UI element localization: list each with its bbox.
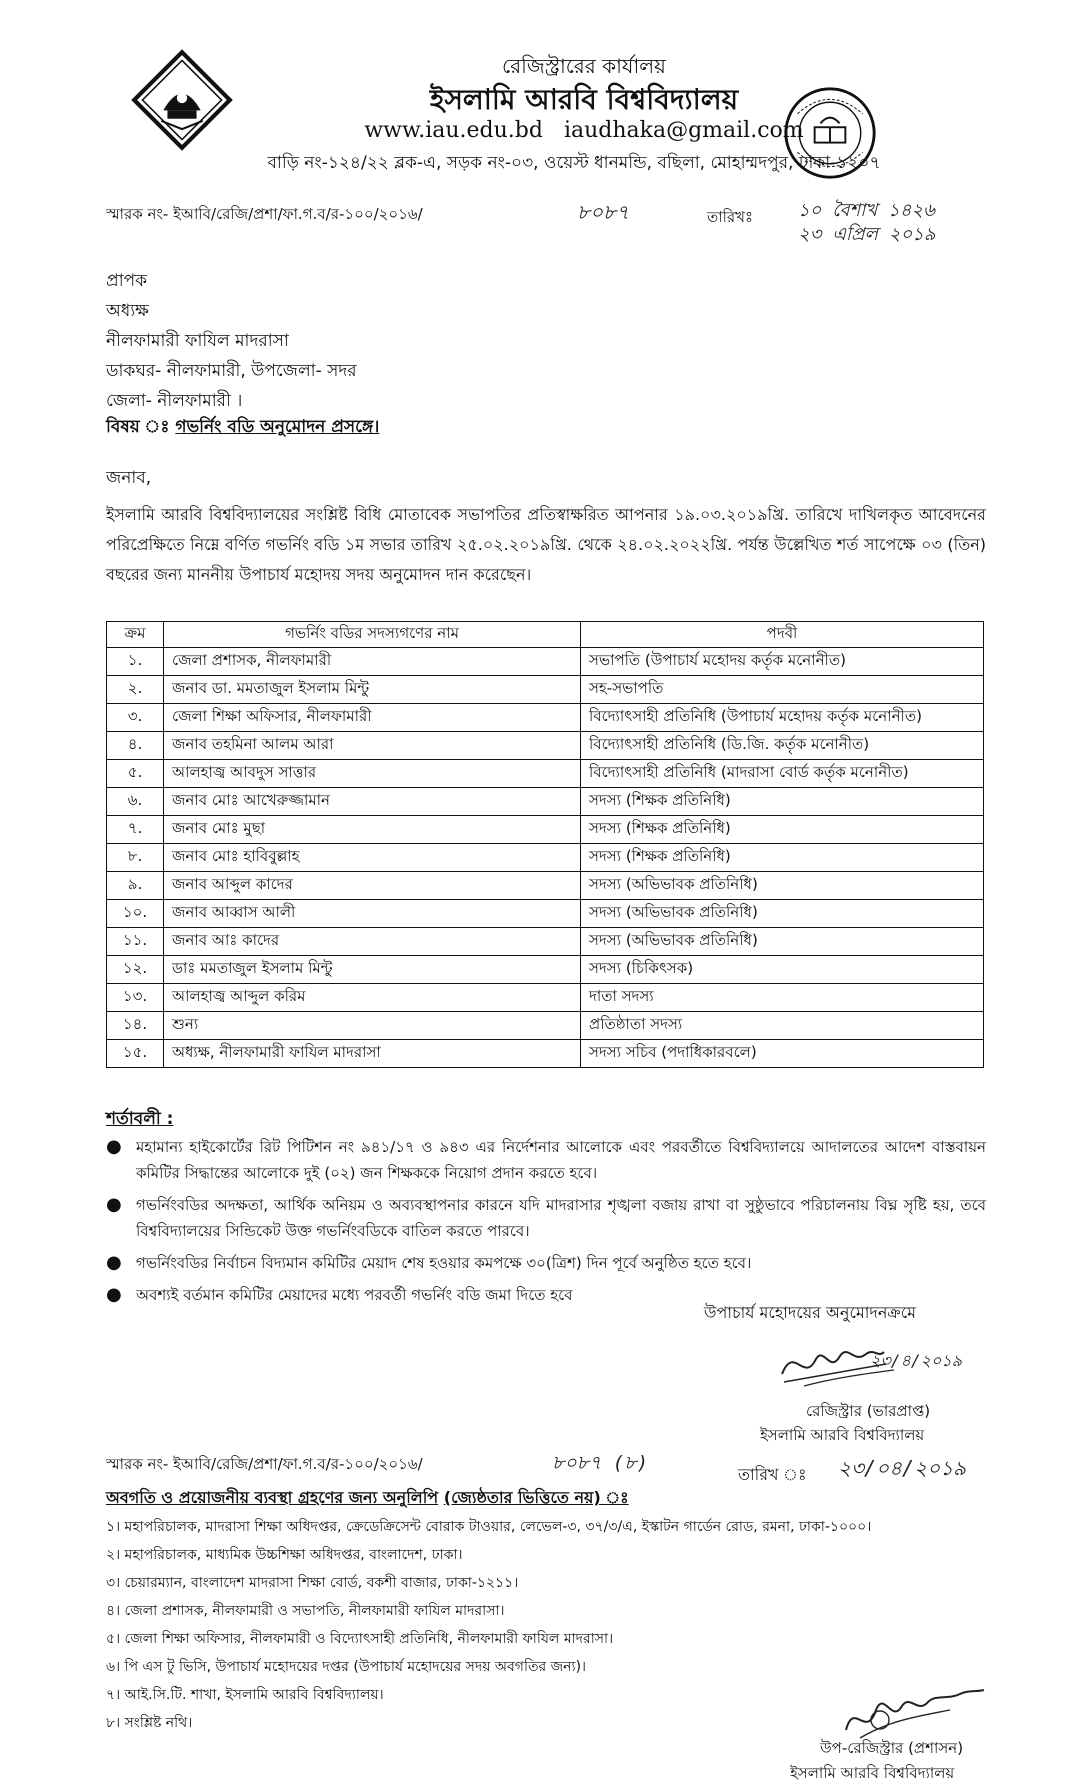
member-designation: সদস্য (অভিভাবক প্রতিনিধি) xyxy=(581,872,984,900)
memo2-date: ২৩/০৪/২০১৯ xyxy=(838,1456,967,1480)
member-designation: সভাপতি (উপাচার্য মহোদয় কর্তৃক মনোনীত) xyxy=(581,648,984,676)
table-row xyxy=(107,788,984,816)
cc-title xyxy=(106,1485,629,1512)
member-name: জনাব মোঃ মুছা xyxy=(164,816,581,844)
member-serial: ৭. xyxy=(107,816,164,844)
member-name: জনাব ডা. মমতাজুল ইসলাম মিন্টু xyxy=(164,676,581,704)
subject-text: গভর্নিং বডি অনুমোদন প্রসঙ্গে। xyxy=(175,417,380,437)
table-header-row xyxy=(107,622,984,648)
salutation: জনাব, xyxy=(106,468,152,488)
member-name: ডাঃ মমতাজুল ইসলাম মিন্টু xyxy=(164,956,581,984)
condition-text: গভর্নিংবডির অদক্ষতা, আর্থিক অনিয়ম ও অব্যবস্থাপনার কারনে যদি মাদরাসার শৃঙ্খলা বজায় রাখা বা সুষ্ঠুভাবে পরিচালনায় বিঘ্ন সৃষ্টি হয়, তবে বিশ্ববিদ্যালয়ের সিন্ডিকেট উক্ত গভর্নিংবডিকে বাতিল করতে পারবে। xyxy=(136,1196,986,1240)
member-name: জনাব আব্দুল কাদের xyxy=(164,872,581,900)
office-name: রেজিস্ট্রারের কার্যালয় xyxy=(502,54,666,78)
conditions-list xyxy=(106,1134,986,1314)
condition-text: মহামান্য হাইকোর্টের রিট পিটিশন নং ৯৪১/১৭ ও ৯৪৩ এর নির্দেশনার আলোকে এবং পরবর্তীতে বিশ্ববিদ্যালয়ে আদালতের আদেশ বাস্তবায়ন কমিটির সিদ্ধান্তের আলোকে দুই (০২) জন শিক্ষককে নিয়োগ প্রদান করতে হবে। xyxy=(136,1138,986,1182)
condition-text: অবশ্যই বর্তমান কমিটির মেয়াদের মধ্যে পরবর্তী গভর্নিং বডি জমা দিতে হবে xyxy=(136,1286,573,1304)
member-serial: ৯. xyxy=(107,872,164,900)
member-name: জনাব আঃ কাদের xyxy=(164,928,581,956)
deputy-registrar-university: ইসলামি আরবি বিশ্ববিদ্যালয় xyxy=(790,1764,955,1782)
memo2-handwritten: ৮০৮৭ (৮) xyxy=(552,1452,649,1474)
member-designation: সদস্য সচিব (পদাধিকারবলে) xyxy=(581,1040,984,1068)
member-designation: সদস্য (অভিভাবক প্রতিনিধি) xyxy=(581,900,984,928)
member-designation: বিদ্যোৎসাহী প্রতিনিধি (ডি.জি. কর্তৃক মনোনীত) xyxy=(581,732,984,760)
table-row xyxy=(107,900,984,928)
member-designation: সদস্য (শিক্ষক প্রতিনিধি) xyxy=(581,816,984,844)
list-item: ২। মহাপরিচালক, মাধ্যমিক উচ্চশিক্ষা অধিদপ্তর, বাংলাদেশ, ঢাকা। xyxy=(106,1547,463,1563)
condition-text: গভর্নিংবডির নির্বাচন বিদ্যমান কমিটির মেয়াদ শেষ হওয়ার কমপক্ষে ৩০(ত্রিশ) দিন পূর্বে অনুষ্ঠিত হতে হবে। xyxy=(136,1254,752,1272)
table-row xyxy=(107,956,984,984)
memo2-number: স্মারক নং- ইআবি/রেজি/প্রশা/ফা.গ.ব/র-১০০/২০১৬/ xyxy=(106,1455,423,1473)
member-serial: ২. xyxy=(107,676,164,704)
member-name: জেলা শিক্ষা অফিসার, নীলফামারী xyxy=(164,704,581,732)
table-row xyxy=(107,704,984,732)
list-item: ৭। আই.সি.টি. শাখা, ইসলামি আরবি বিশ্ববিদ্যালয়। xyxy=(106,1687,384,1703)
recipient-post: ডাকঘর- নীলফামারী, উপজেলা- সদর xyxy=(106,361,357,381)
member-name: আলহাজ্ব আবদুস সাত্তার xyxy=(164,760,581,788)
approval-line: উপাচার্য মহোদয়ের অনুমোদনক্রমে xyxy=(704,1303,917,1322)
member-designation: সদস্য (শিক্ষক প্রতিনিধি) xyxy=(581,844,984,872)
member-serial: ১. xyxy=(107,648,164,676)
cc-list xyxy=(106,1513,871,1737)
header-designation: পদবী xyxy=(581,622,984,648)
bullet-icon: ● xyxy=(106,1136,122,1157)
bullet-icon: ● xyxy=(106,1284,122,1305)
contact-line xyxy=(40,118,1088,143)
member-name: জনাব আব্বাস আলী xyxy=(164,900,581,928)
website-link[interactable]: www.iau.edu.bd xyxy=(364,118,543,143)
table-row xyxy=(107,676,984,704)
member-designation: বিদ্যোৎসাহী প্রতিনিধি (মাদরাসা বোর্ড কর্তৃক মনোনীত) xyxy=(581,760,984,788)
member-name: আলহাজ্ব আব্দুল করিম xyxy=(164,984,581,1012)
list-item: ৩। চেয়ারম্যান, বাংলাদেশ মাদরাসা শিক্ষা বোর্ড, বকশী বাজার, ঢাকা-১২১১। xyxy=(106,1575,519,1591)
memo-number: স্মারক নং- ইআবি/রেজি/প্রশা/ফা.গ.ব/র-১০০/২০১৬/ xyxy=(106,205,423,223)
member-serial: ১০. xyxy=(107,900,164,928)
conditions-title: শর্তাবলী : xyxy=(106,1109,174,1129)
member-designation: প্রতিষ্ঠাতা সদস্য xyxy=(581,1012,984,1040)
member-serial: ১৩. xyxy=(107,984,164,1012)
cc-title-note: (জ্যেষ্ঠতার ভিত্তিতে নয়) ঃ xyxy=(443,1488,629,1507)
cc-title-main: অবগতি ও প্রয়োজনীয় ব্যবস্থা গ্রহণের জন্য অনুলিপি xyxy=(106,1488,439,1507)
member-serial: ৩. xyxy=(107,704,164,732)
table-row xyxy=(107,732,984,760)
member-serial: ১৫. xyxy=(107,1040,164,1068)
list-item: ৫। জেলা শিক্ষা অফিসার, নীলফামারী ও বিদ্যোৎসাহী প্রতিনিধি, নীলফামারী ফাযিল মাদরাসা। xyxy=(106,1631,614,1647)
member-name: শুন্য xyxy=(164,1012,581,1040)
recipient-district: জেলা- নীলফামারী । xyxy=(106,391,243,411)
header-serial: ক্রম xyxy=(107,622,164,648)
member-designation: সদস্য (চিকিৎসক) xyxy=(581,956,984,984)
member-serial: ৮. xyxy=(107,844,164,872)
list-item xyxy=(106,1134,986,1186)
table-row xyxy=(107,1012,984,1040)
table-row xyxy=(107,984,984,1012)
subject-label: বিষয় ঃ xyxy=(106,417,170,437)
member-serial: ৫. xyxy=(107,760,164,788)
member-name: জনাব মোঃ হাবিবুল্লাহ xyxy=(164,844,581,872)
memo2-date-label: তারিখ ঃ xyxy=(738,1465,807,1484)
member-name: জনাব মোঃ আখেরুজ্জামান xyxy=(164,788,581,816)
member-name: জেলা প্রশাসক, নীলফামারী xyxy=(164,648,581,676)
member-designation: সহ-সভাপতি xyxy=(581,676,984,704)
list-item xyxy=(106,1192,986,1244)
member-serial: ৬. xyxy=(107,788,164,816)
governing-body-table xyxy=(106,621,984,1068)
list-item xyxy=(106,1250,986,1276)
table-row xyxy=(107,1040,984,1068)
table-row xyxy=(107,928,984,956)
member-name: অধ্যক্ষ, নীলফামারী ফাযিল মাদরাসা xyxy=(164,1040,581,1068)
date-bangla: ১০ বৈশাখ ১৪২৬ xyxy=(798,200,935,221)
bullet-icon: ● xyxy=(106,1252,122,1273)
table-row xyxy=(107,816,984,844)
university-name: ইসলামি আরবি বিশ্ববিদ্যালয় xyxy=(429,83,739,116)
member-designation: সদস্য (অভিভাবক প্রতিনিধি) xyxy=(581,928,984,956)
member-designation: দাতা সদস্য xyxy=(581,984,984,1012)
list-item: ৬। পি এস টু ভিসি, উপাচার্য মহোদয়ের দপ্তর (উপাচার্য মহোদয়ের সদয় অবগতির জন্য)। xyxy=(106,1659,587,1675)
recipient-institution: নীলফামারী ফাযিল মাদরাসা xyxy=(106,331,289,351)
table-row xyxy=(107,872,984,900)
recipient-title: অধ্যক্ষ xyxy=(106,301,149,321)
body-paragraph: ইসলামি আরবি বিশ্ববিদ্যালয়ের সংশ্লিষ্ট বিধি মোতাবেক সভাপতির প্রতিস্বাক্ষরিত আপনার ১৯.০৩.২০১৯খ্রি. তারিখে দাখিলকৃত আবেদনের পরিপ্রেক্ষিতে নিম্নে বর্ণিত গভর্নিং বডি ১ম সভার তারিখ ২৫.০২.২০১৯খ্রি. থেকে ২৪.০২.২০২২খ্রি. পর্যন্ত উল্লেখিত শর্ত সাপেক্ষে ০৩ (তিন) বছরের জন্য মাননীয় উপাচার্য মহোদয় সদয় অনুমোদন দান করেছেন। xyxy=(106,505,986,584)
table-row xyxy=(107,648,984,676)
signature-date: ২৩/৪/২০১৯ xyxy=(870,1351,963,1370)
registrar-university: ইসলামি আরবি বিশ্ববিদ্যালয় xyxy=(760,1426,925,1444)
table-row xyxy=(107,844,984,872)
header-name: গভর্নিং বডির সদস্যগণের নাম xyxy=(164,622,581,648)
recipient-label: প্রাপক xyxy=(106,271,148,291)
date-label: তারিখঃ xyxy=(707,208,753,226)
member-serial: ১৪. xyxy=(107,1012,164,1040)
member-serial: ১১. xyxy=(107,928,164,956)
table-row xyxy=(107,760,984,788)
member-designation: সদস্য (শিক্ষক প্রতিনিধি) xyxy=(581,788,984,816)
member-designation: বিদ্যোৎসাহী প্রতিনিধি (উপাচার্য মহোদয় কর্তৃক মনোনীত) xyxy=(581,704,984,732)
member-serial: ৪. xyxy=(107,732,164,760)
member-serial: ১২. xyxy=(107,956,164,984)
list-item: ৪। জেলা প্রশাসক, নীলফামারী ও সভাপতি, নীলফামারী ফাযিল মাদরাসা। xyxy=(106,1603,505,1619)
list-item: ১। মহাপরিচালক, মাদরাসা শিক্ষা অধিদপ্তর, ক্রেডেক্রিসেন্ট বোরাক টাওয়ার, লেভেল-৩, ৩৭/৩/এ, ইস্কাটন গার্ডেন রোড, রমনা, ঢাকা-১০০০। xyxy=(106,1519,872,1535)
office-address: বাড়ি নং-১২৪/২২ ব্লক-এ, সড়ক নং-০৩, ওয়েস্ট ধানমন্ডি, বছিলা, মোহাম্মদপুর, ঢাকা-১২০৭ xyxy=(267,153,881,173)
bullet-icon: ● xyxy=(106,1194,122,1215)
list-item: ৮। সংশ্লিষ্ট নথি। xyxy=(106,1715,193,1731)
member-name: জনাব তহমিনা আলম আরা xyxy=(164,732,581,760)
subject-line xyxy=(106,414,379,442)
deputy-registrar-title: উপ-রেজিস্ট্রার (প্রশাসন) xyxy=(820,1739,964,1757)
registrar-title: রেজিস্ট্রার (ভারপ্রাপ্ত) xyxy=(806,1402,931,1420)
memo-handwritten-number: ৮০৮৭ xyxy=(577,200,629,224)
email-link[interactable]: iaudhaka@gmail.com xyxy=(563,118,804,143)
date-english: ২৩ এপ্রিল ২০১৯ xyxy=(798,224,936,245)
